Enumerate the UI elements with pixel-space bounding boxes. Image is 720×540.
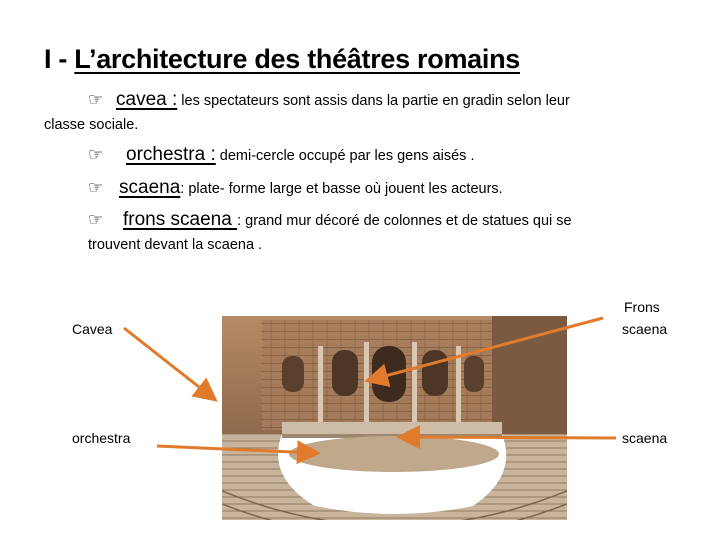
bullet-frons-scaena [88, 209, 572, 231]
term-frons-scaena: frons scaena [123, 209, 238, 230]
desc-frons-scaena: : grand mur décoré de colonnes et de statues qui se [237, 213, 572, 229]
label-orchestra: orchestra [72, 430, 131, 446]
term-orchestra: orchestra : [126, 144, 216, 165]
bullet-scaena [88, 177, 503, 199]
bullet-orchestra [88, 144, 474, 166]
pointing-hand-icon: ☞ [88, 210, 104, 229]
arrow-cavea [124, 328, 213, 398]
label-frons-line2: scaena [622, 321, 668, 337]
pointing-hand-icon: ☞ [88, 178, 104, 197]
desc-frons-scaena-continued: trouvent devant la scaena . [88, 237, 263, 253]
term-cavea: cavea : [116, 89, 178, 110]
term-scaena: scaena [119, 177, 181, 198]
pointing-hand-icon: ☞ [88, 90, 104, 109]
label-frons-line1: Frons [624, 299, 660, 315]
slide-title [44, 44, 520, 75]
pointing-hand-icon: ☞ [88, 145, 104, 164]
label-scaena: scaena [622, 430, 668, 446]
theatre-photo [222, 316, 567, 520]
bullet-cavea [88, 89, 570, 111]
desc-scaena: : plate- forme large et basse où jouent les acteurs. [180, 181, 503, 197]
theatre-illustration [222, 316, 567, 520]
label-cavea: Cavea [72, 321, 113, 337]
desc-cavea-continued: classe sociale. [44, 117, 139, 133]
title-main: L’architecture des théâtres romains [74, 44, 520, 74]
desc-orchestra: demi-cercle occupé par les gens aisés . [215, 148, 475, 164]
title-prefix: I - [44, 44, 75, 74]
desc-cavea: les spectateurs sont assis dans la partie en gradin selon leur [177, 93, 570, 109]
